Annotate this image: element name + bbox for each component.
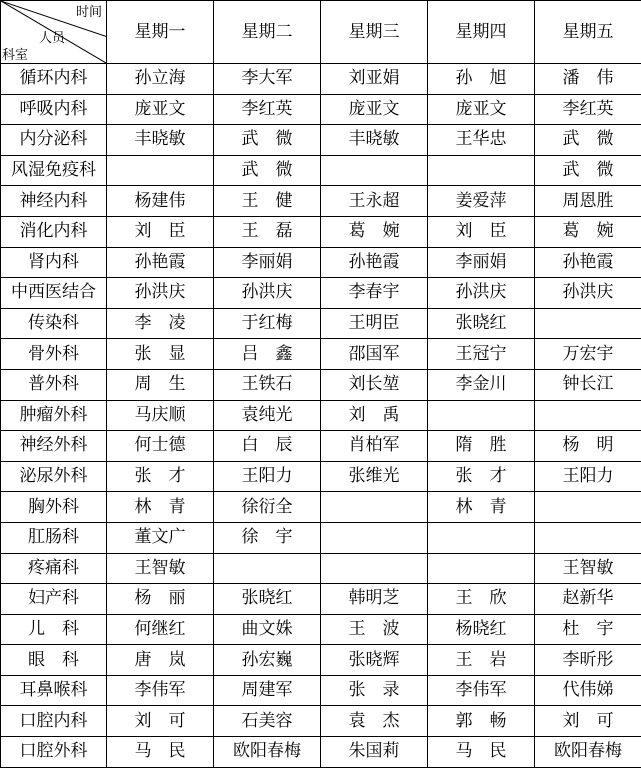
dept-cell: 骨外科	[1, 339, 107, 370]
dept-cell: 口腔外科	[1, 737, 107, 768]
table-row	[1, 308, 641, 339]
dept-cell: 内分泌科	[1, 125, 107, 156]
doctor-cell: 郭 畅	[428, 706, 535, 737]
doctor-cell: 钟长江	[535, 369, 641, 400]
dept-cell: 肿瘤外科	[1, 400, 107, 431]
doctor-cell: 孙洪庆	[107, 278, 214, 309]
table-row	[1, 461, 641, 492]
doctor-cell: 赵新华	[535, 584, 641, 615]
table-row	[1, 492, 641, 523]
doctor-cell: 王智敏	[535, 553, 641, 584]
table-row	[1, 553, 641, 584]
dept-cell: 肛肠科	[1, 522, 107, 553]
doctor-cell: 何士德	[107, 431, 214, 462]
doctor-cell: 李丽娟	[214, 247, 321, 278]
doctor-cell: 孙艳霞	[535, 247, 641, 278]
table-row	[1, 64, 641, 95]
doctor-cell: 李红英	[535, 94, 641, 125]
doctor-cell: 邵国军	[321, 339, 428, 370]
doctor-cell	[428, 155, 535, 186]
doctor-cell: 马 民	[428, 737, 535, 768]
doctor-cell: 王阳力	[535, 461, 641, 492]
dept-cell: 普外科	[1, 369, 107, 400]
doctor-cell: 孙洪庆	[214, 278, 321, 309]
doctor-cell: 唐 岚	[107, 645, 214, 676]
dept-cell: 神经外科	[1, 431, 107, 462]
doctor-cell: 袁 杰	[321, 706, 428, 737]
doctor-cell: 庞亚文	[428, 94, 535, 125]
corner-label-dept: 科室	[2, 49, 28, 62]
table-row	[1, 675, 641, 706]
corner-header-cell	[1, 1, 107, 64]
doctor-cell: 王永超	[321, 186, 428, 217]
doctor-cell	[428, 553, 535, 584]
doctor-cell: 隋 胜	[428, 431, 535, 462]
dept-cell: 消化内科	[1, 216, 107, 247]
doctor-cell: 刘 可	[535, 706, 641, 737]
doctor-cell: 刘 臣	[428, 216, 535, 247]
doctor-cell: 袁纯光	[214, 400, 321, 431]
doctor-cell: 潘 伟	[535, 64, 641, 95]
doctor-cell: 刘 臣	[107, 216, 214, 247]
doctor-cell	[107, 155, 214, 186]
table-row	[1, 706, 641, 737]
table-row	[1, 216, 641, 247]
doctor-cell: 孙宏巍	[214, 645, 321, 676]
doctor-cell: 周 生	[107, 369, 214, 400]
header-row	[1, 1, 641, 64]
doctor-cell: 李伟军	[107, 675, 214, 706]
doctor-cell: 王明臣	[321, 308, 428, 339]
dept-cell: 神经内科	[1, 186, 107, 217]
dept-cell: 耳鼻喉科	[1, 675, 107, 706]
doctor-cell: 于红梅	[214, 308, 321, 339]
doctor-cell: 孙艳霞	[321, 247, 428, 278]
doctor-cell	[321, 155, 428, 186]
doctor-cell	[321, 522, 428, 553]
doctor-cell: 周建军	[214, 675, 321, 706]
doctor-cell: 丰晓敏	[107, 125, 214, 156]
doctor-cell: 徐 宇	[214, 522, 321, 553]
doctor-cell	[535, 400, 641, 431]
doctor-cell: 刘 可	[107, 706, 214, 737]
doctor-cell: 李春宇	[321, 278, 428, 309]
doctor-cell: 李伟军	[428, 675, 535, 706]
corner-label-time: 时间	[76, 6, 102, 19]
doctor-cell	[321, 553, 428, 584]
doctor-cell: 庞亚文	[107, 94, 214, 125]
doctor-cell: 王 磊	[214, 216, 321, 247]
doctor-cell: 张维光	[321, 461, 428, 492]
table-row	[1, 584, 641, 615]
day-header-friday: 星期五	[535, 1, 641, 64]
doctor-cell: 李大军	[214, 64, 321, 95]
doctor-cell: 周恩胜	[535, 186, 641, 217]
doctor-cell: 肖柏军	[321, 431, 428, 462]
doctor-cell: 杜 宇	[535, 614, 641, 645]
doctor-cell: 王阳力	[214, 461, 321, 492]
doctor-cell: 孙立海	[107, 64, 214, 95]
doctor-cell: 武 微	[535, 155, 641, 186]
doctor-cell: 孙艳霞	[107, 247, 214, 278]
table-row	[1, 645, 641, 676]
doctor-cell: 林 青	[428, 492, 535, 523]
dept-cell: 口腔内科	[1, 706, 107, 737]
doctor-cell: 欧阳春梅	[535, 737, 641, 768]
day-header-tuesday: 星期二	[214, 1, 321, 64]
dept-cell: 呼吸内科	[1, 94, 107, 125]
doctor-cell: 董文广	[107, 522, 214, 553]
doctor-cell: 王 欣	[428, 584, 535, 615]
doctor-cell: 张晓辉	[321, 645, 428, 676]
doctor-cell: 王 健	[214, 186, 321, 217]
table-row	[1, 339, 641, 370]
doctor-cell: 武 微	[214, 155, 321, 186]
dept-cell: 儿 科	[1, 614, 107, 645]
table-row	[1, 522, 641, 553]
doctor-cell: 代伟娣	[535, 675, 641, 706]
doctor-cell: 朱国莉	[321, 737, 428, 768]
doctor-cell: 丰晓敏	[321, 125, 428, 156]
table-row	[1, 400, 641, 431]
doctor-cell: 刘亚娟	[321, 64, 428, 95]
table-row	[1, 186, 641, 217]
table-row	[1, 737, 641, 768]
day-header-wednesday: 星期三	[321, 1, 428, 64]
doctor-cell: 吕 鑫	[214, 339, 321, 370]
doctor-cell: 王 岩	[428, 645, 535, 676]
doctor-cell: 武 微	[535, 125, 641, 156]
doctor-cell: 马庆顺	[107, 400, 214, 431]
doctor-cell: 孙洪庆	[535, 278, 641, 309]
doctor-cell: 王铁石	[214, 369, 321, 400]
table-row	[1, 278, 641, 309]
table-row	[1, 431, 641, 462]
doctor-cell	[214, 553, 321, 584]
table-row	[1, 125, 641, 156]
table-row	[1, 247, 641, 278]
doctor-cell	[535, 492, 641, 523]
doctor-cell: 万宏宇	[535, 339, 641, 370]
dept-cell: 胸外科	[1, 492, 107, 523]
doctor-cell: 孙洪庆	[428, 278, 535, 309]
dept-cell: 疼痛科	[1, 553, 107, 584]
doctor-cell: 姜爱萍	[428, 186, 535, 217]
doctor-cell: 张晓红	[428, 308, 535, 339]
dept-cell: 循环内科	[1, 64, 107, 95]
doctor-cell: 马 民	[107, 737, 214, 768]
doctor-cell: 孙 旭	[428, 64, 535, 95]
doctor-cell: 王智敏	[107, 553, 214, 584]
doctor-cell: 庞亚文	[321, 94, 428, 125]
dept-cell: 中西医结合	[1, 278, 107, 309]
day-header-thursday: 星期四	[428, 1, 535, 64]
doctor-cell: 葛 婉	[535, 216, 641, 247]
doctor-cell	[321, 492, 428, 523]
doctor-cell: 张 才	[428, 461, 535, 492]
dept-cell: 泌尿外科	[1, 461, 107, 492]
doctor-cell: 杨建伟	[107, 186, 214, 217]
dept-cell: 传染科	[1, 308, 107, 339]
doctor-cell: 李丽娟	[428, 247, 535, 278]
doctor-cell: 杨 明	[535, 431, 641, 462]
doctor-cell: 张晓红	[214, 584, 321, 615]
doctor-cell: 李金川	[428, 369, 535, 400]
day-header-monday: 星期一	[107, 1, 214, 64]
doctor-cell	[535, 522, 641, 553]
doctor-cell: 张 显	[107, 339, 214, 370]
table-row	[1, 155, 641, 186]
table-row	[1, 614, 641, 645]
doctor-cell: 石美容	[214, 706, 321, 737]
doctor-cell: 王华忠	[428, 125, 535, 156]
doctor-cell: 李 凌	[107, 308, 214, 339]
dept-cell: 肾内科	[1, 247, 107, 278]
dept-cell: 眼 科	[1, 645, 107, 676]
doctor-cell: 葛 婉	[321, 216, 428, 247]
doctor-cell: 李红英	[214, 94, 321, 125]
doctor-cell: 欧阳春梅	[214, 737, 321, 768]
doctor-cell: 曲文姝	[214, 614, 321, 645]
doctor-cell: 王 波	[321, 614, 428, 645]
doctor-cell: 张 录	[321, 675, 428, 706]
doctor-cell	[428, 522, 535, 553]
doctor-cell: 韩明芝	[321, 584, 428, 615]
schedule-body	[1, 64, 641, 768]
doctor-cell: 林 青	[107, 492, 214, 523]
dept-cell: 妇产科	[1, 584, 107, 615]
corner-label-person: 人员	[39, 32, 65, 45]
doctor-cell: 杨晓红	[428, 614, 535, 645]
doctor-cell: 何继红	[107, 614, 214, 645]
doctor-cell: 刘长堃	[321, 369, 428, 400]
doctor-cell: 徐衍全	[214, 492, 321, 523]
doctor-cell: 王冠宁	[428, 339, 535, 370]
doctor-cell	[535, 308, 641, 339]
doctor-cell: 刘 禹	[321, 400, 428, 431]
doctor-cell: 张 才	[107, 461, 214, 492]
dept-cell: 风湿免疫科	[1, 155, 107, 186]
doctor-cell	[428, 400, 535, 431]
doctor-cell: 白 辰	[214, 431, 321, 462]
doctor-cell: 李昕彤	[535, 645, 641, 676]
doctor-cell: 杨 丽	[107, 584, 214, 615]
table-row	[1, 94, 641, 125]
doctor-cell: 武 微	[214, 125, 321, 156]
table-row	[1, 369, 641, 400]
